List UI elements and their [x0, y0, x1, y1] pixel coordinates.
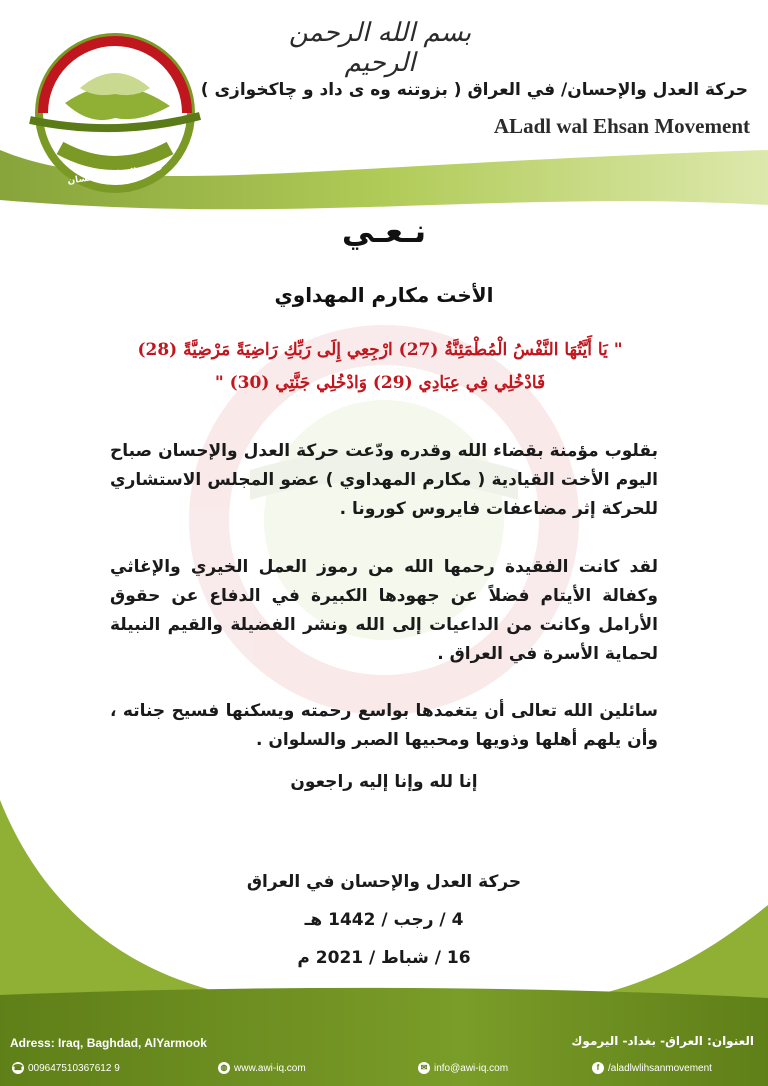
phone-icon: ☎ — [13, 1063, 23, 1072]
email-address: info@awi-iq.com — [434, 1062, 509, 1074]
deceased-name: الأخت مكارم المهداوي — [274, 283, 494, 307]
email-icon: ✉ — [418, 1062, 430, 1074]
footer-contacts — [0, 1062, 768, 1082]
logo-caption: حركة العدل والإحسان — [66, 163, 164, 187]
verse-line-2: فَادْخُلِي فِي عِبَادِي (29) وَادْخُلِي جَنَّتِي (30) " — [214, 373, 546, 393]
page-title: نـعـي — [341, 212, 427, 250]
phone-number: 009647510367612 9 — [28, 1062, 120, 1074]
footer-website[interactable] — [218, 1062, 306, 1074]
basmala: بسم الله الرحمن الرحيم — [288, 18, 472, 78]
verse-line-1: " يَا أَيَّتُهَا النَّفْسُ الْمُطْمَئِنَّةُ (27) ارْجِعِي إِلَى رَبِّكِ رَاضِيَةً مَرْضِيَّةً (28) — [137, 340, 623, 360]
social-handle: /aladlwlihsanmovement — [608, 1062, 712, 1074]
footer-phone[interactable] — [12, 1062, 120, 1074]
facebook-icon: f — [592, 1062, 604, 1074]
body-paragraph-1: بقلوب مؤمنة بقضاء الله وقدره ودّعت حركة العدل والإحسان صباح اليوم الأخت القيادية ( مكارم المهداوي ) عضو المجلس الاستشاري للحركة إثر مضاعفات فايروس كورونا . — [110, 441, 658, 519]
footer-social[interactable] — [592, 1062, 712, 1074]
footer-address-english: Adress: Iraq, Baghdad, AlYarmook — [10, 1036, 207, 1050]
footer-email[interactable] — [418, 1062, 508, 1074]
signature-org: حركة العدل والإحسان في العراق — [246, 872, 522, 892]
hijri-date: 4 / رجب / 1442 هـ — [304, 910, 464, 930]
gregorian-date: 16 / شباط / 2021 م — [297, 948, 471, 968]
closing-phrase: إنا لله وإنا إليه راجعون — [290, 772, 478, 792]
footer-swoosh-left — [0, 800, 260, 1000]
globe-icon: ◍ — [218, 1062, 230, 1074]
org-name-english: ALadl wal Ehsan Movement — [493, 114, 750, 138]
body-paragraph-2: لقد كانت الفقيدة رحمها الله من رموز العمل الخيري والإغاثي وكفالة الأيتام فضلاً عن جهودها الكبيرة في الدفاع عن حقوق الأرامل وكانت من الداعيات إلى الله ونشر الفضيلة والقيم النبيلة لحماية الأسرة في العراق . — [110, 557, 658, 664]
body-paragraph-3: سائلين الله تعالى أن يتغمدها بواسع رحمته ويسكنها فسيح جناته ، وأن يلهم أهلها وذويها ومحبيها الصبر والسلوان . — [110, 701, 658, 750]
footer-address-arabic: العنوان: العراق- بغداد- اليرموك — [571, 1034, 754, 1048]
website-url: www.awi-iq.com — [234, 1062, 306, 1074]
org-name-arabic: حركة العدل والإحسان/ في العراق ( بزوتنه وه ى داد و چاكخوازى ) — [200, 80, 748, 100]
